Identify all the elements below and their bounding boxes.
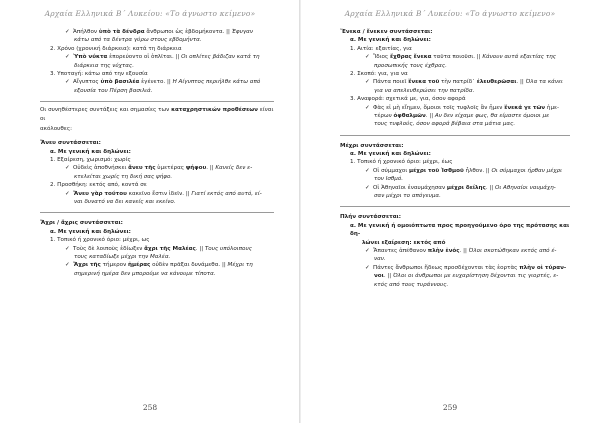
- running-head-left: Αρχαία Ελληνικά Β΄ Λυκείου: «Το άγνωστο κείμενο»: [44, 9, 256, 18]
- list-item: 2. Προσθήκη: εκτός από, κοντά σε: [50, 182, 147, 189]
- list-item: 3. Υποταγή: κάτω από την εξουσία: [50, 70, 148, 77]
- divider: [340, 206, 570, 207]
- example-line: τον Ισθμό.: [374, 176, 404, 183]
- right-page-content: [340, 28, 570, 289]
- example-line: ✓ Ἅπαντες ἀπέθανον πλὴν ἑνός. || Όλοι σκοτώθηκαν εκτός από έ-: [365, 247, 557, 254]
- subsection-title: α. Με γενική και δηλώνει:: [350, 151, 431, 158]
- section-title-mechri: Μέχρι συντάσσεται:: [340, 142, 404, 149]
- subsection-title: α. Με γενική και δηλώνει:: [50, 148, 131, 155]
- example-line: διάρκεια της νύχτας.: [74, 62, 134, 69]
- list-item: 1. Εξαίρεση, χωρισμό: χωρίς: [50, 157, 131, 164]
- example-line: ✓ Πάντες ἄνθρωποι ἥδεως προσδέχονται τὰς ἑορτὰς πλὴν οἱ τύραν-: [365, 264, 567, 271]
- example-line: ✓ Ἄνευ γὰρ τούτου κακεῖνο ἔστιν ἰδεῖν. || Γιατί εκτός από αυτό, εί-: [65, 190, 262, 197]
- example-line: σημερινή ημέρα δεν μπορούμε να κάνουμε τίποτα.: [74, 270, 216, 277]
- checkmark-icon: ✓: [65, 165, 70, 172]
- example-line: κτός από τους τυράννους.: [374, 281, 449, 288]
- example-line: τέρων ὀφθαλμῶν. || Αν δεν είχαμε φως, θα είμαστε όμοιοι με: [374, 112, 550, 119]
- subsection-title: α. Με γενική και δηλώνει:: [350, 37, 431, 44]
- list-item: 1. Τοπικό ή χρονικό όριο: μέχρι, έως: [350, 159, 453, 166]
- page-number-right: 259: [442, 403, 458, 412]
- checkmark-icon: ✓: [365, 167, 370, 174]
- list-item: 1. Τοπικό ή χρονικό όριο: μέχρι, ως: [50, 237, 150, 244]
- example-line: ✓ Ἴδιος ἔχθρας ἕνεκα ταῦτα ποιοῦσι. || Κάνουν αυτά εξαιτίας της: [365, 54, 557, 61]
- example-line: ✓ Οἱ σύμμαχοι μέχρι τοῦ Ἰσθμοῦ ἦλθον. || Οι σύμμαχοι ήρθαν μέχρι: [365, 167, 562, 174]
- page-number-left: 258: [142, 403, 158, 412]
- divider: [40, 101, 274, 102]
- example-line: ✓ Ἄχρι τῆς τήμερον ἡμέρας οὐδὲν πρᾶξαι δυνάμεθα. || Μέχρι τη: [65, 262, 253, 269]
- checkmark-icon: ✓: [65, 262, 70, 269]
- right-page: [300, 0, 600, 423]
- list-item: 3. Αναφορά: σχετικά με, για, όσον αφορά: [350, 96, 466, 103]
- example-line: ✓ Αἴγυπτος ὑπὸ βασιλέα ἐγένετο. || Η Αίγυπτος περιήλθε κάτω από: [65, 79, 261, 86]
- section-title-aneu: Ἄνευ συντάσσεται:: [40, 140, 101, 147]
- subsection-title: α. Με γενική ή ομοιόπτωτα προς προηγούμενο όρο της πρότασης και δη-: [350, 222, 570, 238]
- example-line: ✓ Οἱ Ἀθηναῖοι ἐναυμάχησαν μέχρι δείλης. || Οι Αθηναίοι ναυμάχη-: [365, 184, 556, 191]
- example-line: σαν μέχρι το απόγευμα.: [374, 193, 441, 200]
- example-line: εξουσία του Πέρση βασιλιά.: [74, 87, 153, 94]
- example-line: ✓ Φὰς εἰ μὴ εἴημεν, ὅμοιοι τοῖς τυφλοῖς ἂν ἦμεν ἕνεκά γε τῶν ἡμε-: [365, 104, 560, 111]
- example-line: ✓ Τοὺς δὲ λοιποὺς ἐδίωξεν ἄχρι τῆς Μαλέας. || Τους υπόλοιπους: [65, 245, 252, 252]
- checkmark-icon: ✓: [365, 184, 370, 191]
- example-line: κτελείται χωρίς τη δική σας ψήφο.: [74, 173, 173, 180]
- subsection-title-cont: λώνει εξαίρεση: εκτός από: [362, 239, 446, 246]
- example-line: ναν.: [374, 256, 386, 263]
- intro-paragraph: Οι συνηθέστερες συντάξεις και σημασίες των καταχρηστικών προθέσεων είναι οι: [40, 107, 274, 122]
- checkmark-icon: ✓: [65, 54, 70, 61]
- example-line: νοι. || Όλοι οι άνθρωποι με ευχαρίστηση δέχονται τις γιορτές, ε-: [374, 273, 559, 280]
- example-line: τους τυφλούς, όσον αφορά βέβαια στα μάτια μας.: [374, 121, 516, 128]
- checkmark-icon: ✓: [365, 247, 370, 254]
- example-line: ✓ Πάντα ποιεῖ ἕνεκα τοῦ τὴν πατρίδ᾽ ἐλευθερῶσαι. || Όλα τα κάνει: [365, 79, 563, 86]
- left-page-content: [40, 28, 274, 278]
- section-title-achri: Ἄχρι / ἄχρις συντάσσεται:: [40, 220, 123, 227]
- checkmark-icon: ✓: [365, 54, 370, 61]
- divider: [340, 135, 570, 136]
- list-item: 2. Χρόνο (χρονική διάρκεια): κατά τη διάρκεια: [50, 45, 182, 52]
- checkmark-icon: ✓: [65, 190, 70, 197]
- checkmark-icon: ✓: [65, 29, 70, 35]
- section-title-plen: Πλήν συντάσσεται:: [340, 214, 401, 221]
- checkmark-icon: ✓: [365, 104, 370, 111]
- list-item: 1. Αιτία: εξαιτίας, για: [350, 45, 412, 52]
- checkmark-icon: ✓: [65, 79, 70, 86]
- example-line: τους καταδίωξε μέχρι την Μαλέα.: [74, 253, 171, 260]
- list-item: 2. Σκοπό: για, για να: [350, 70, 408, 77]
- example-line: για να απελευθερώσει την πατρίδα.: [374, 87, 475, 94]
- divider: [40, 212, 274, 213]
- checkmark-icon: ✓: [365, 79, 370, 86]
- example-line: κάτω από τα δέντρα γύρω στους εβδομήντα.: [74, 37, 202, 44]
- subsection-title: α. Με γενική και δηλώνει:: [50, 228, 131, 235]
- checkmark-icon: ✓: [365, 264, 370, 271]
- intro-paragraph-cont: ακόλουθες:: [40, 125, 72, 132]
- example-line: ναι δυνατό να δει κανείς και εκείνο.: [74, 199, 176, 206]
- example-line: ✓ Οὐδεὶς ἀποθνήσκει ἄνευ τῆς ὑμετέρας ψήφου. || Κανείς δεν ε-: [65, 165, 253, 172]
- example-line: προσωπικής τους έχθρας.: [374, 62, 447, 69]
- checkmark-icon: ✓: [65, 245, 70, 252]
- running-head-right: Αρχαία Ελληνικά Β΄ Λυκείου: «Το άγνωστο κείμενο»: [344, 9, 556, 18]
- section-title-heneka: Ἕνεκα / ἕνεκεν συντάσσεται:: [340, 29, 433, 35]
- example-line: ✓ Ἀπήλθον ὑπὸ τὰ δένδρα ἄνθρωποι ὡς ἑβδομήκοντα. || Έφυγαν: [65, 29, 253, 35]
- example-line: ✓ Ὑπὸ νύκτα ἐπορεύοντο οἱ ὁπλῖται. || Οι οπλίτες βάδιζαν κατά τη: [65, 54, 260, 61]
